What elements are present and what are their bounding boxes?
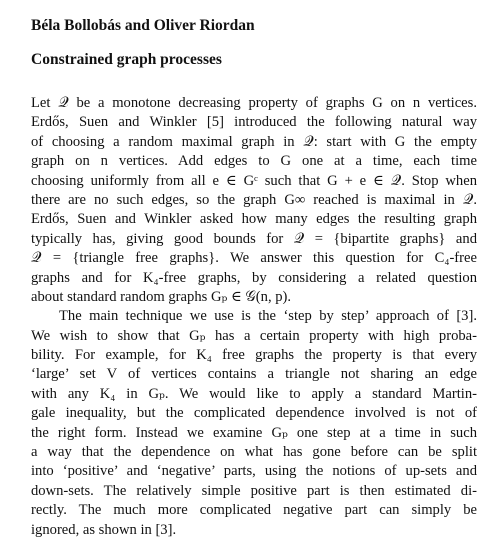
text-line: 𝒬 = {triangle free graphs}. We answer this question for C₄-free	[31, 250, 477, 267]
text-line: Let 𝒬 be a monotone decreasing property of graphs G on n vertices.	[31, 95, 477, 111]
text-line: down-sets. The relatively simple positive part is then estimated di-	[31, 482, 477, 499]
text-line: the right form. Instead we examine Gₚ one step at a time in such	[31, 424, 477, 441]
paper-title: Constrained graph processes	[31, 51, 222, 68]
text-line: into ‘positive’ and ‘negative’ parts, using the notions of up-sets and	[31, 463, 477, 480]
text-line: graphs and for K₄-free graphs, by considering a related question	[31, 269, 477, 286]
text-line: ‘large’ set V of vertices contains a triangle not sharing an edge	[31, 366, 477, 383]
text-line: typically has, giving good bounds for 𝒬 = {bipartite graphs} and	[31, 230, 477, 247]
abstract-body	[31, 94, 477, 540]
text-line: of choosing a random maximal graph in 𝒬: start with G the empty	[31, 133, 477, 150]
text-line: a way that the dependence on what has gone before can be split	[31, 444, 477, 461]
text-line: The main technique we use is the ‘step by step’ approach of [3].	[59, 308, 477, 325]
text-line: gale inequality, but the complicated dependence involved is not of	[31, 405, 477, 422]
authors-heading: Béla Bollobás and Oliver Riordan	[31, 17, 255, 34]
text-line: Erdős, Suen and Winkler asked how many edges the resulting graph	[31, 211, 477, 228]
text-line: graph on n vertices. Add edges to G one at a time, each time	[31, 153, 477, 170]
paragraph-2	[31, 307, 477, 540]
text-line: ignored, as shown in [3].	[31, 521, 177, 538]
text-line: there are no such edges, so the graph G∞ reached is maximal in 𝒬.	[31, 191, 477, 208]
page	[31, 16, 477, 538]
text-line: bility. For example, for K₄ free graphs the property is that every	[31, 347, 477, 364]
text-line: We wish to show that Gₚ has a certain property with high proba-	[31, 327, 477, 344]
text-line: Erdős, Suen and Winkler [5] introduced the following natural way	[31, 114, 477, 131]
text-line: rectly. The much more complicated negative part can simply be	[31, 502, 477, 519]
text-line: with any K₄ in Gₚ. We would like to apply a standard Martin-	[31, 385, 477, 402]
paragraph-1	[31, 94, 477, 307]
text-line: choosing uniformly from all e ∈ Gᶜ such that G + e ∈ 𝒬. Stop when	[31, 172, 477, 189]
text-line: about standard random graphs Gₚ ∈ 𝒢(n, p).	[31, 288, 292, 305]
